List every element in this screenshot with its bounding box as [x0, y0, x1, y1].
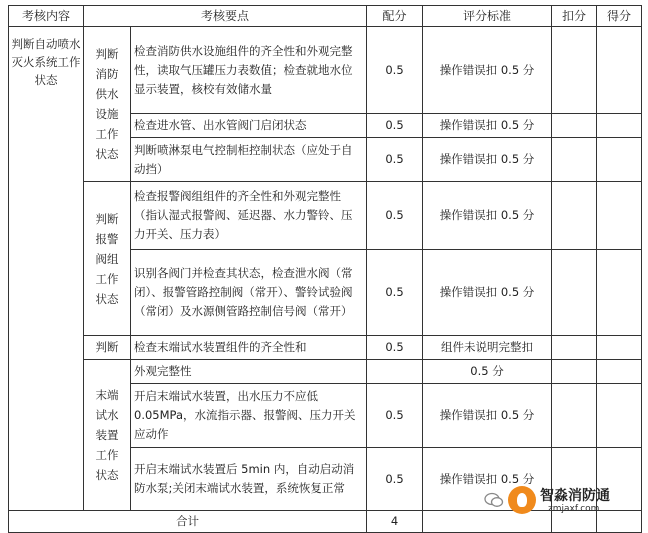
header-points: 考核要点: [84, 6, 367, 27]
got-cell: [597, 384, 642, 448]
watermark-name: 智淼消防通: [540, 488, 610, 504]
standard-cell: 操作错误扣 0.5 分: [423, 182, 552, 250]
category-cell: 判断自动喷水灭火系统工作状态: [9, 27, 84, 448]
category-cell-empty: [9, 448, 84, 511]
deduct-cell: [552, 138, 597, 182]
header-row: [9, 6, 642, 27]
header-got: 得分: [597, 6, 642, 27]
score-cell: 0.5: [367, 138, 423, 182]
header-content: 考核内容: [9, 6, 84, 27]
score-cell: 0.5: [367, 384, 423, 448]
deduct-cell: [552, 360, 597, 384]
requirement-cell: 识别各阀门并检查其状态，检查泄水阀（常闭）、报警管路控制阀（常开）、警铃试验阀（常闭）及水源侧管路控制信号阀（常开）: [131, 250, 367, 336]
group-label-endtest: 末端试水装置工作状态: [84, 360, 131, 511]
standard-cell: 操作错误扣 0.5 分: [423, 27, 552, 114]
requirement-cell: 检查末端试水装置组件的齐全性和: [131, 336, 367, 360]
score-cell: 0.5: [367, 448, 423, 511]
standard-cell: 操作错误扣 0.5 分: [423, 448, 552, 511]
standard-cell: 组件未说明完整扣: [423, 336, 552, 360]
requirement-cell: 开启末端试水装置，出水压力不应低 0.05MPa，水流指示器、报警阀、压力开关应动作: [131, 384, 367, 448]
standard-cell: 操作错误扣 0.5 分: [423, 114, 552, 138]
assessment-table: [8, 5, 642, 533]
standard-cell: 操作错误扣 0.5 分: [423, 384, 552, 448]
group-label-top: 判断: [84, 336, 131, 360]
standard-cell: 操作错误扣 0.5 分: [423, 250, 552, 336]
deduct-cell: [552, 336, 597, 360]
total-label: 合计: [9, 511, 367, 533]
table-row: [9, 336, 642, 360]
total-value: 4: [367, 511, 423, 533]
deduct-cell: [552, 27, 597, 114]
group-label-supply: 判断消防供水设施工作状态: [84, 27, 131, 182]
table-row: [9, 27, 642, 114]
score-cell: 0.5: [367, 114, 423, 138]
requirement-cell: 检查消防供水设施组件的齐全性和外观完整性，读取气压罐压力表数值；检查就地水位显示装置，核校有效储水量: [131, 27, 367, 114]
requirement-cell: 开启末端试水装置后 5min 内，自动启动消防水泵;关闭末端试水装置，系统恢复正常: [131, 448, 367, 511]
score-cell: 0.5: [367, 27, 423, 114]
got-cell: [597, 250, 642, 336]
got-cell: [597, 138, 642, 182]
score-cell: 0.5: [367, 182, 423, 250]
got-cell: [597, 114, 642, 138]
requirement-cell: 检查进水管、出水管阀门启闭状态: [131, 114, 367, 138]
got-cell: [597, 27, 642, 114]
deduct-cell: [552, 384, 597, 448]
requirement-cell: 外观完整性: [131, 360, 367, 384]
standard-cell: 操作错误扣 0.5 分: [423, 138, 552, 182]
table-row: [9, 360, 642, 384]
score-cell: [367, 360, 423, 384]
got-cell: [597, 360, 642, 384]
header-score: 配分: [367, 6, 423, 27]
requirement-cell: 检查报警阀组组件的齐全性和外观完整性（指认湿式报警阀、延迟器、水力警铃、压力开关、压力表）: [131, 182, 367, 250]
deduct-cell: [552, 114, 597, 138]
standard-cell: 0.5 分: [423, 360, 552, 384]
header-standard: 评分标准: [423, 6, 552, 27]
watermark-site: zmjaxf.com: [548, 504, 600, 514]
got-cell: [597, 182, 642, 250]
score-cell: 0.5: [367, 336, 423, 360]
requirement-cell: 判断喷淋泵电气控制柜控制状态（应处于自动挡）: [131, 138, 367, 182]
got-cell: [597, 336, 642, 360]
header-deduct: 扣分: [552, 6, 597, 27]
table-row: [9, 182, 642, 250]
wechat-icon: [484, 492, 504, 508]
score-cell: 0.5: [367, 250, 423, 336]
watermark-logo: [508, 484, 644, 520]
deduct-cell: [552, 182, 597, 250]
deduct-cell: [552, 250, 597, 336]
flame-logo-icon: [508, 486, 536, 514]
group-label-alarm: 判断报警阀组工作状态: [84, 182, 131, 336]
